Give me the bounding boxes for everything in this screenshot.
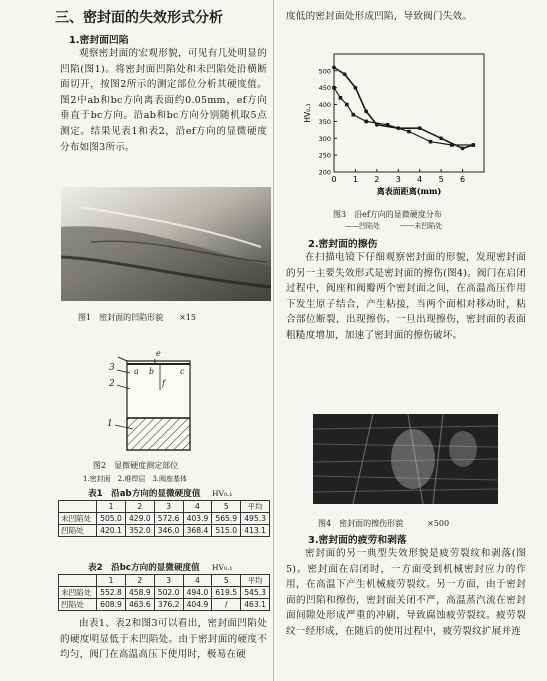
table-cell: 619.5 xyxy=(212,587,241,599)
series-line-1 xyxy=(334,68,473,149)
x-tick-label: 4 xyxy=(417,175,423,184)
table-row xyxy=(59,525,270,537)
table-header-cell xyxy=(59,575,97,587)
data-point xyxy=(407,130,411,134)
table-row-label: 未凹陷处 xyxy=(59,513,97,525)
figure-3-legend-dent: ——凹陷处 xyxy=(345,222,380,230)
table-cell: 552.8 xyxy=(97,587,126,599)
fig2-label-1: 1 xyxy=(107,419,113,429)
fig2-label-3: 3 xyxy=(109,363,115,373)
x-axis-label: 离表面距离(mm) xyxy=(376,186,442,196)
table-row xyxy=(59,587,270,599)
table-cell: 463.1 xyxy=(241,599,270,611)
subsection-heading-rub: 2.密封面的擦伤 xyxy=(308,239,378,250)
table-2-caption: 表2 沿bc方向的显微硬度值 xyxy=(88,563,200,573)
data-point xyxy=(461,147,465,151)
data-point xyxy=(351,113,355,117)
fig2-label-c: c xyxy=(180,367,185,376)
table-cell: 463.6 xyxy=(125,599,154,611)
table-row-label: 凹陷处 xyxy=(59,525,97,537)
x-tick-label: 0 xyxy=(331,175,337,184)
table-header-cell: 5 xyxy=(212,575,241,587)
data-point xyxy=(439,136,443,140)
subsection-heading-fatigue: 3.密封面的疲劳和剥落 xyxy=(308,535,407,546)
data-point xyxy=(343,72,347,76)
table-cell: 545.3 xyxy=(241,587,270,599)
table-1 xyxy=(58,500,270,537)
table-header-row xyxy=(59,501,270,513)
x-tick-label: 1 xyxy=(352,175,358,184)
data-point xyxy=(396,126,400,130)
paragraph-rub: 在扫描电镜下仔细观察密封面的形貌，发现密封面的另一主要失效形式是密封面的擦伤(图4)。阀门在启闭过程中，阀座和阀瓣两个密封面之间，在高温高压作用下发生原子结合，产生粘接，当两个面相对移动时，粘合部位断裂，出现擦伤。一旦出现擦伤，密封面的表面粗糙度增加，加速了密封面的擦伤破坏。 xyxy=(286,252,526,341)
table-cell: 494.0 xyxy=(183,587,212,599)
paragraph-dent: 观察密封面的宏观形貌，可见有几处明显的凹陷(图1)。将密封面凹陷处和未凹陷处沿横断面切开，按图2所示的测定部位分析其硬度值。图2中ab和bc方向离表面约0.05mm，ef方向垂直于bc方向。沿ab和bc方向分别随机取5点测定。结果见表1和表2，沿ef方向的显微硬度分布如图3所示。 xyxy=(60,48,267,153)
data-point xyxy=(332,86,336,90)
table-header-cell: 4 xyxy=(183,575,212,587)
y-axis-label: HV₀.₁ xyxy=(303,103,312,123)
fig2-label-e: e xyxy=(156,349,161,358)
data-point xyxy=(332,66,336,70)
table-cell: 376.2 xyxy=(154,599,183,611)
y-tick-label: 250 xyxy=(318,151,331,160)
x-tick-label: 3 xyxy=(395,175,401,184)
fig2-label-2: 2 xyxy=(109,379,115,389)
data-point xyxy=(418,126,422,130)
data-point xyxy=(345,103,349,107)
paragraph-continued: 度低的密封面处形成凹陷，导致阀门失效。 xyxy=(286,11,473,22)
table-cell: 346.0 xyxy=(154,525,183,537)
table-header-cell: 3 xyxy=(154,501,183,513)
x-tick-label: 5 xyxy=(438,175,444,184)
table-cell: 368.4 xyxy=(183,525,212,537)
table-cell: 608.9 xyxy=(97,599,126,611)
table-cell: 413.1 xyxy=(241,525,270,537)
table-cell: 429.0 xyxy=(125,513,154,525)
chart-frame xyxy=(334,54,484,172)
table-cell: 458.9 xyxy=(125,587,154,599)
table-header-cell: 平均 xyxy=(241,501,270,513)
table-cell: / xyxy=(212,599,241,611)
y-tick-label: 350 xyxy=(318,117,331,126)
table-header-cell: 3 xyxy=(154,575,183,587)
table-1-caption: 表1 沿ab方向的显微硬度值 xyxy=(88,489,201,499)
column-divider xyxy=(273,0,274,681)
fig2-label-f: f xyxy=(162,379,165,388)
table-header-cell: 平均 xyxy=(241,575,270,587)
hardness-chart xyxy=(300,48,490,206)
table-cell: 572.6 xyxy=(154,513,183,525)
data-point xyxy=(471,143,475,147)
x-tick-label: 2 xyxy=(374,175,380,184)
table-1-unit: HV₀.₁ xyxy=(212,489,233,498)
figure-4-photo xyxy=(313,414,498,504)
x-tick-label: 6 xyxy=(460,175,466,184)
subsection-heading-dent: 1.密封面凹陷 xyxy=(69,35,129,46)
section-title: 三、密封面的失效形式分析 xyxy=(55,10,223,26)
y-tick-label: 300 xyxy=(318,134,331,143)
table-cell: 404.9 xyxy=(183,599,212,611)
table-header-cell xyxy=(59,501,97,513)
table-row xyxy=(59,599,270,611)
figure-2-diagram xyxy=(100,345,220,455)
fig2-label-b: b xyxy=(149,367,155,376)
figure-4-caption: 图4 密封面的擦伤形貌 ×500 xyxy=(318,519,450,528)
data-point xyxy=(339,96,343,100)
paragraph-analysis: 由表1、表2和图3可以看出，密封面凹陷处的硬度明显低于未凹陷处。由于密封面的硬度不均匀，阀门在高温高压下使用时，极易在硬 xyxy=(60,618,267,661)
table-header-cell: 2 xyxy=(125,575,154,587)
figure-3-legend-nodent: ------未凹陷处 xyxy=(400,222,443,230)
figure-2-caption: 图2 显微硬度测定部位 xyxy=(93,461,179,470)
y-tick-label: 450 xyxy=(318,84,331,93)
paragraph-fatigue: 密封面的另一典型失效形貌是疲劳裂纹和剥落(图5)。密封面在启闭时，一方面受到机械密封应力的作用，在高温下产生机械疲劳裂纹。另一方面，由于密封面的凹陷和擦伤，密封面关闭不严，高温蒸汽流在密封面间隙处形成严重的冲刷，导致腐蚀疲劳裂纹。疲劳裂纹一经形成，在随后的使用过程中，疲劳裂纹扩展并连 xyxy=(286,548,526,637)
data-point xyxy=(364,109,368,113)
figure-2-legend: 1.密封面 2.堆焊层 3.阀座基体 xyxy=(83,475,188,483)
table-cell: 565.9 xyxy=(212,513,241,525)
table-cell: 515.0 xyxy=(212,525,241,537)
table-cell: 505.0 xyxy=(97,513,126,525)
table-header-cell: 4 xyxy=(183,501,212,513)
fig2-label-a: a xyxy=(134,367,139,376)
figure-3-caption: 图3 沿ef方向的显微硬度分布 xyxy=(333,210,442,219)
y-tick-label: 400 xyxy=(318,101,331,110)
table-2 xyxy=(58,574,270,611)
table-header-cell: 1 xyxy=(97,501,126,513)
table-2-unit: HV₀.₁ xyxy=(212,563,233,572)
table-header-row xyxy=(59,575,270,587)
data-point xyxy=(375,123,379,127)
table-header-cell: 2 xyxy=(125,501,154,513)
table-header-cell: 5 xyxy=(212,501,241,513)
data-point xyxy=(354,86,358,90)
table-header-cell: 1 xyxy=(97,575,126,587)
table-cell: 495.3 xyxy=(241,513,270,525)
table-cell: 420.1 xyxy=(97,525,126,537)
figure-1-caption: 图1 密封面的凹陷形貌 ×15 xyxy=(78,313,196,322)
table-row-label: 凹陷处 xyxy=(59,599,97,611)
data-point xyxy=(429,140,433,144)
table-row-label: 未凹陷处 xyxy=(59,587,97,599)
data-point xyxy=(364,120,368,124)
figure-3-chart xyxy=(300,48,490,206)
y-tick-label: 500 xyxy=(318,67,331,76)
table-cell: 403.9 xyxy=(183,513,212,525)
table-row xyxy=(59,513,270,525)
y-tick-label: 200 xyxy=(318,168,331,177)
table-cell: 352.0 xyxy=(125,525,154,537)
table-cell: 502.0 xyxy=(154,587,183,599)
figure-1-photo xyxy=(61,187,271,301)
